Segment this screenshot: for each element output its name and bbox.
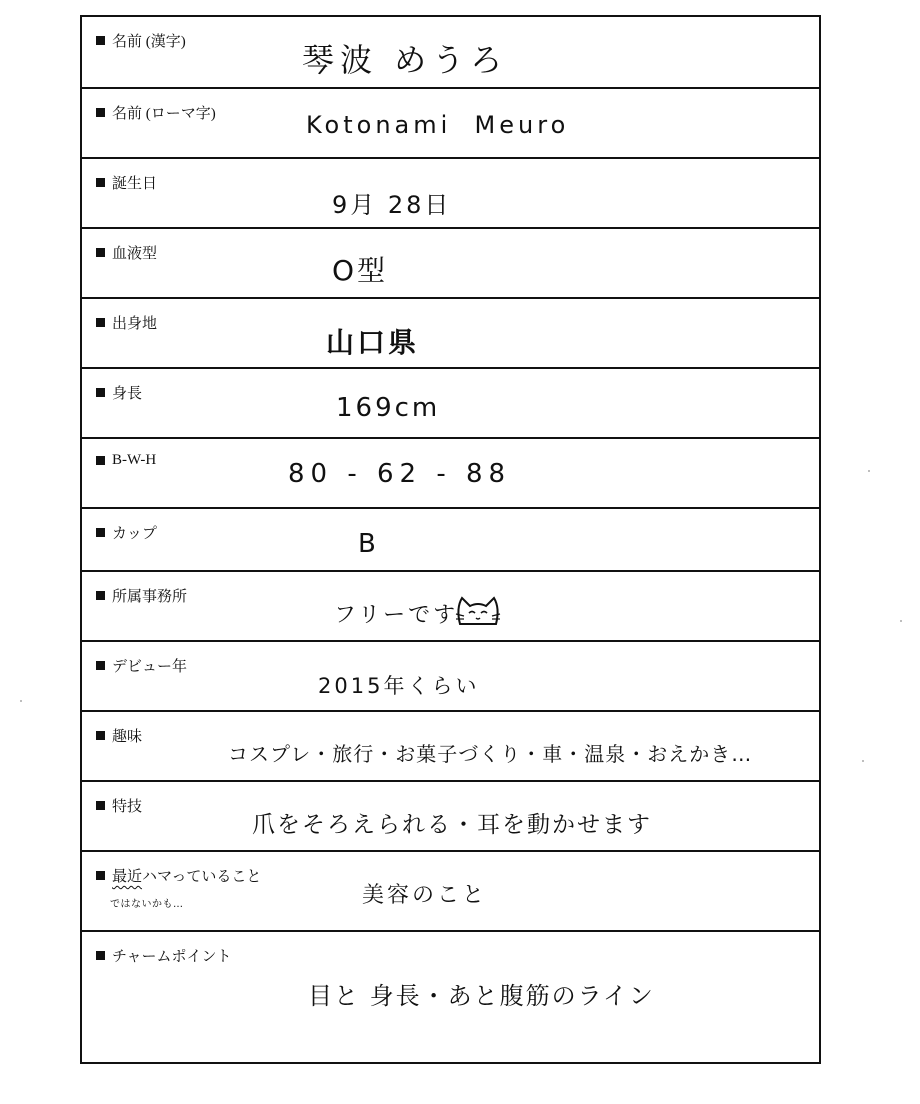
cup-value: B bbox=[358, 529, 379, 559]
field-label bbox=[96, 585, 187, 606]
bullet-icon bbox=[96, 801, 105, 810]
row-birthplace bbox=[82, 299, 819, 369]
label-text: カップ bbox=[112, 526, 157, 542]
row-skills bbox=[82, 782, 819, 852]
row-cup bbox=[82, 509, 819, 572]
bullet-icon bbox=[96, 731, 105, 740]
birthplace-value: 山口県 bbox=[326, 326, 420, 359]
recent-interest-value: 美容のこと bbox=[362, 883, 488, 908]
charm-point-value: 目と 身長・あと腹筋のライン bbox=[308, 982, 655, 1010]
name-kanji-value: 琴波 めうろ bbox=[302, 41, 509, 79]
label-text: 血液型 bbox=[112, 246, 158, 262]
row-height bbox=[82, 369, 819, 439]
bullet-icon bbox=[96, 661, 105, 670]
field-label bbox=[96, 655, 187, 676]
height-value: 169cm bbox=[336, 393, 441, 423]
field-label bbox=[96, 382, 142, 403]
row-birthday bbox=[82, 159, 819, 229]
label-text: デビュー年 bbox=[112, 659, 188, 675]
field-label bbox=[96, 522, 157, 543]
label-text: 名前 (漢字) bbox=[112, 34, 186, 50]
label-text: チャームポイント bbox=[112, 949, 232, 965]
field-label bbox=[96, 242, 157, 263]
blood-type-value: O型 bbox=[332, 254, 389, 287]
bullet-icon bbox=[96, 178, 105, 187]
label-text: 特技 bbox=[112, 799, 143, 815]
field-label bbox=[96, 452, 156, 469]
field-label bbox=[96, 172, 157, 193]
bullet-icon bbox=[96, 951, 105, 960]
name-romaji-value: Kotonami Meuro bbox=[306, 111, 570, 139]
label-text: B-W-H bbox=[112, 452, 157, 468]
row-recent-interest bbox=[82, 852, 819, 932]
scan-speck bbox=[900, 620, 902, 622]
profile-sheet bbox=[80, 15, 821, 1064]
birthday-value: 9月 28日 bbox=[332, 191, 452, 219]
row-bwh bbox=[82, 439, 819, 509]
bullet-icon bbox=[96, 591, 105, 600]
row-agency bbox=[82, 572, 819, 642]
agency-value: フリーです bbox=[334, 603, 459, 628]
bullet-icon bbox=[96, 248, 105, 257]
skills-value: 爪をそろえられる・耳を動かせます bbox=[252, 812, 652, 838]
bullet-icon bbox=[96, 528, 105, 537]
bwh-value: 80 - 62 - 88 bbox=[288, 459, 512, 489]
field-label bbox=[96, 102, 216, 123]
row-debut-year bbox=[82, 642, 819, 712]
field-label bbox=[96, 725, 142, 746]
bullet-icon bbox=[96, 318, 105, 327]
bullet-icon bbox=[96, 871, 105, 880]
label-text: 趣味 bbox=[112, 729, 143, 745]
row-hobbies bbox=[82, 712, 819, 782]
field-label bbox=[96, 865, 261, 886]
handwritten-note: ではないかも… bbox=[110, 899, 184, 910]
label-text: 最近ハマっていること bbox=[112, 869, 262, 885]
scan-speck bbox=[862, 760, 864, 762]
row-blood-type bbox=[82, 229, 819, 299]
row-name-romaji bbox=[82, 89, 819, 159]
label-text: 身長 bbox=[112, 386, 143, 402]
wavy-underline-emphasis: 最近 bbox=[112, 869, 143, 885]
bullet-icon bbox=[96, 108, 105, 117]
debut-year-value: 2015年くらい bbox=[318, 674, 480, 698]
field-label bbox=[96, 945, 232, 966]
field-label bbox=[96, 795, 142, 816]
scan-speck bbox=[20, 700, 22, 702]
bullet-icon bbox=[96, 456, 105, 465]
row-name-kanji bbox=[82, 17, 819, 89]
hobbies-value: コスプレ・旅行・お菓子づくり・車・温泉・おえかき… bbox=[228, 742, 753, 766]
bullet-icon bbox=[96, 36, 105, 45]
bullet-icon bbox=[96, 388, 105, 397]
label-text: 誕生日 bbox=[112, 176, 158, 192]
label-text: 名前 (ローマ字) bbox=[112, 106, 216, 122]
cat-face-icon bbox=[454, 594, 502, 628]
row-charm-point bbox=[82, 932, 819, 1053]
field-label bbox=[96, 30, 186, 51]
label-text: 出身地 bbox=[112, 316, 158, 332]
field-label bbox=[96, 312, 157, 333]
label-text: 所属事務所 bbox=[112, 589, 188, 605]
scan-speck bbox=[868, 470, 870, 472]
